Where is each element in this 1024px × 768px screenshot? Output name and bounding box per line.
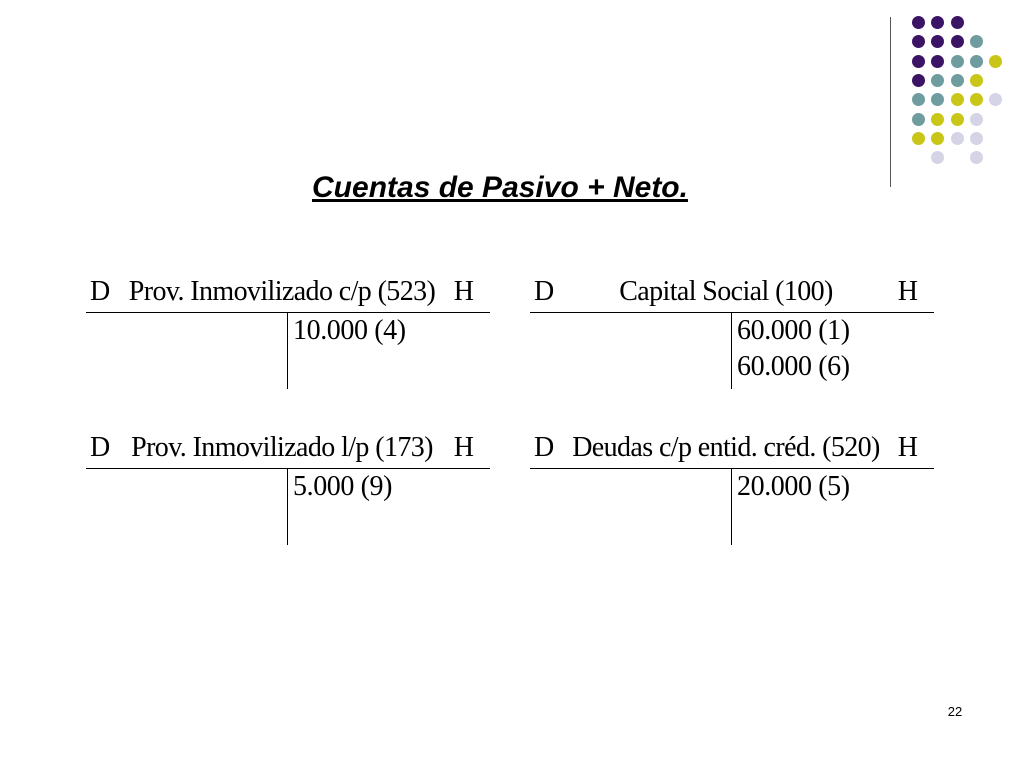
credit-label: H: [453, 432, 474, 463]
debit-label: D: [90, 432, 111, 463]
credit-entry: 60.000 (1): [737, 315, 850, 346]
debit-label: D: [534, 276, 555, 307]
debit-label: D: [534, 432, 555, 463]
decorative-dot: [989, 55, 1002, 68]
t-account-header: [86, 428, 490, 469]
account-name: Deudas c/p entid. créd. (520): [572, 432, 880, 463]
credit-entries: [293, 313, 406, 349]
decorative-dot: [951, 35, 964, 48]
t-account-vertical-line: [287, 313, 288, 389]
credit-entries: [737, 469, 850, 505]
decorative-dot: [989, 93, 1002, 106]
decorative-dot: [912, 113, 925, 126]
decorative-dot: [912, 132, 925, 145]
t-account-body: [530, 313, 934, 389]
decorative-dot: [951, 132, 964, 145]
decorative-dot: [912, 93, 925, 106]
decorative-dot: [970, 74, 983, 87]
decorative-dot: [931, 74, 944, 87]
vertical-divider-line: [890, 17, 891, 187]
decorative-dot: [970, 93, 983, 106]
decorative-dot: [912, 74, 925, 87]
t-account-vertical-line: [731, 469, 732, 545]
t-account-header: [530, 272, 934, 313]
credit-entry: 60.000 (6): [737, 351, 850, 382]
decorative-dot: [931, 16, 944, 29]
decorative-dot: [951, 74, 964, 87]
decorative-dot: [951, 55, 964, 68]
decorative-dot: [912, 16, 925, 29]
decorative-dot: [931, 113, 944, 126]
decorative-dot: [970, 113, 983, 126]
t-account-body: [86, 469, 490, 545]
decorative-dot: [931, 55, 944, 68]
decorative-dot: [951, 93, 964, 106]
decorative-dot: [931, 151, 944, 164]
t-account-prov-inmovilizado-lp: [86, 428, 490, 545]
decorative-dot: [970, 132, 983, 145]
t-account-header: [530, 428, 934, 469]
decorative-dot: [970, 55, 983, 68]
credit-label: H: [897, 432, 918, 463]
credit-entry: 20.000 (5): [737, 471, 850, 502]
debit-label: D: [90, 276, 111, 307]
account-name: Prov. Inmovilizado c/p (523): [128, 276, 436, 307]
decorative-dot: [951, 113, 964, 126]
t-account-prov-inmovilizado-cp: [86, 272, 490, 389]
t-account-deudas-cp-entid-cred: [530, 428, 934, 545]
t-account-vertical-line: [731, 313, 732, 389]
decorative-dot: [931, 35, 944, 48]
page-number: 22: [947, 704, 963, 719]
slide-title: Cuentas de Pasivo + Neto.: [312, 171, 688, 204]
credit-entry: 5.000 (9): [293, 471, 393, 502]
decorative-dot: [951, 16, 964, 29]
account-name: Capital Social (100): [619, 276, 833, 307]
decorative-dot: [912, 35, 925, 48]
decorative-dot: [931, 132, 944, 145]
t-account-capital-social: [530, 272, 934, 389]
t-account-header: [86, 272, 490, 313]
t-account-vertical-line: [287, 469, 288, 545]
credit-entries: [737, 313, 850, 385]
decorative-dot: [912, 55, 925, 68]
decorative-dot: [970, 35, 983, 48]
credit-label: H: [453, 276, 474, 307]
credit-entry: 10.000 (4): [293, 315, 406, 346]
t-account-body: [530, 469, 934, 545]
t-account-body: [86, 313, 490, 389]
credit-entries: [293, 469, 392, 505]
credit-label: H: [897, 276, 918, 307]
decorative-dot: [931, 93, 944, 106]
decorative-dot: [970, 151, 983, 164]
account-name: Prov. Inmovilizado l/p (173): [131, 432, 433, 463]
